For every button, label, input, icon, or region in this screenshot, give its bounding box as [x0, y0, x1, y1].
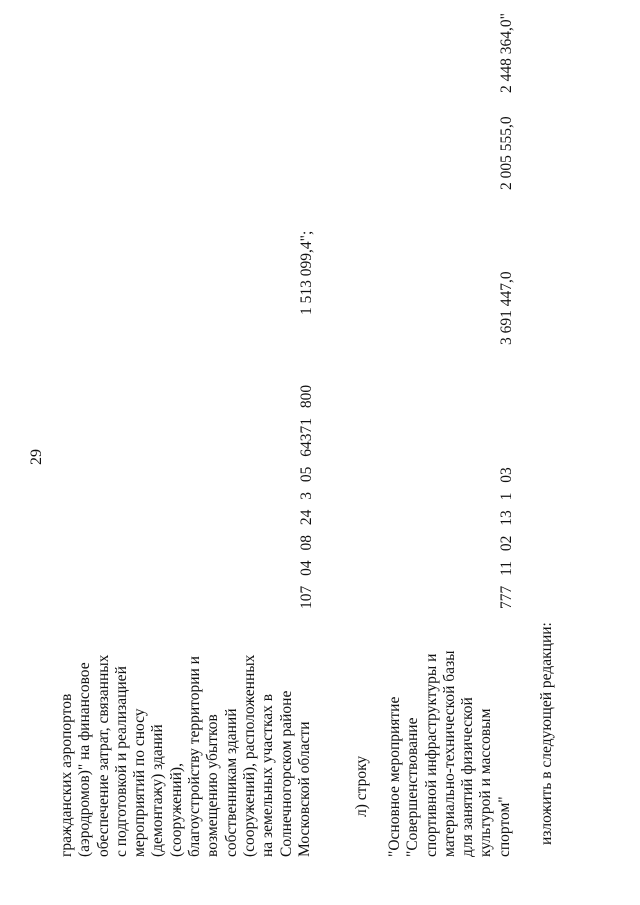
- page-number: 29: [28, 449, 45, 465]
- closing-text: изложить в следующей редакции:: [538, 622, 555, 845]
- row2-desc-line-6: культурой и массовым: [477, 708, 495, 857]
- row2-amount-2: 2 005 555,0: [498, 116, 515, 190]
- row1-desc-line-13: Солнечногорском районе: [277, 690, 295, 857]
- row1-desc-line-11: (сооружений), расположенных: [240, 654, 258, 857]
- row1-amount: 1 513 099,4";: [298, 230, 315, 315]
- row2-amount-1: 3 691 447,0: [498, 271, 515, 345]
- row1-desc-line-1: гражданских аэропортов: [58, 693, 75, 857]
- row2-desc-line-3: спортивной инфраструктуры и: [422, 653, 440, 857]
- row2-amount-3: 2 448 364,0": [498, 13, 515, 93]
- row2-desc-line-4: материально-технической базы: [440, 650, 458, 857]
- row1-desc-line-10: собственникам зданий: [222, 708, 240, 857]
- row1-desc-line-8: благоустройству территории и: [186, 656, 204, 857]
- row1-desc-line-7: (сооружений),: [167, 763, 185, 857]
- row2-description: [386, 650, 514, 857]
- row1-desc-line-2: (аэродромов)" на финансовое: [76, 662, 94, 857]
- row1-codes: 107 04 08 24 3 05 64371 800: [298, 384, 315, 609]
- row1-desc-line-4: с подготовкой и реализацией: [112, 666, 130, 857]
- row2-desc-line-7: спортом": [495, 796, 513, 857]
- row1-desc-line-12: на земельных участках в: [259, 693, 277, 857]
- row2-desc-line-5: для занятий физической: [459, 697, 477, 857]
- item-label: л) строку: [353, 755, 370, 817]
- row1-desc-line-3: обеспечение затрат, связанных: [94, 654, 112, 857]
- row2-desc-line-2: "Совершенствование: [404, 717, 422, 857]
- row1-desc-line-14: Московской области: [295, 721, 313, 857]
- row1-desc-line-6: (демонтажу) зданий: [149, 724, 167, 857]
- row1-description: [58, 642, 314, 857]
- row2-desc-line-1: "Основное мероприятие: [386, 696, 403, 857]
- row1-desc-line-9: возмещению убытков: [204, 714, 222, 857]
- row1-desc-line-5: мероприятий по сносу: [131, 708, 149, 857]
- row2-codes: 777 11 02 13 1 03: [498, 467, 515, 609]
